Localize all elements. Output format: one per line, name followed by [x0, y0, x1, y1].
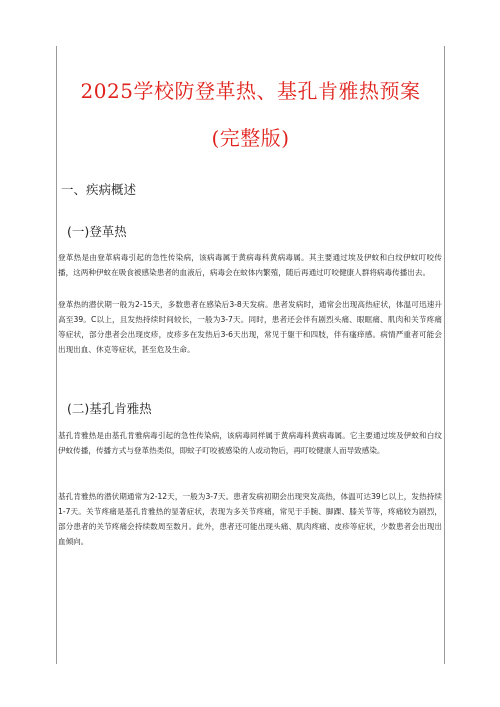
paragraph-dengue-intro: 登革热是由登革病毒引起的急性传染病，该病毒属于黄病毒科黄病毒属。其主要通过埃及伊蚊和白纹伊蚊叮咬传播，这两种伊蚊在吸食被感染患者的血液后，病毒会在蚊体内繁殖，随后再通过叮咬健康人群将病毒传播出去。	[58, 253, 442, 277]
document-title: 2025学校防登革热、基孔肯雅热预案	[80, 79, 421, 103]
paragraph-dengue-symptoms: 登革热的潜伏期一般为2-15天，多数患者在感染后3-8天发病。患者发病时，通常会出现高热症状，体温可迅速升高至39。C以上，且发热持续时间较长，一般为3-7天。同时，患者还会伴有剧烈头痛、眼眶痛、肌肉和关节疼痛等症状，部分患者会出现皮疹，皮疹多在发热后3-6天出现，常见于躯干和四肢，伴有瘙痒感。病情严重者可能会出现出血、休克等症状，甚至危及生命。	[58, 300, 442, 354]
document-title-suffix: (完整版)	[211, 126, 290, 150]
paragraph-chikungunya-symptoms: 基孔肯雅热的潜伏期通常为2-12天，一般为3-7天。患者发病初期会出现突发高热，体温可达39匕以上，发热持续1-7天。关节疼痛是基孔肯雅热的显著症状，表现为多关节疼痛，常见于手腕、脚踝、膝关节等，疼痛较为剧烈，部分患者的关节疼痛会持续数周至数月。此外，患者还可能出现头痛、肌肉疼痛、皮疹等症状，少数患者会出现出血倾向。	[58, 492, 442, 546]
subsection-heading-dengue: (一)登革热	[67, 224, 127, 239]
section-heading-disease-overview: 一、疾病概述	[61, 182, 137, 197]
paragraph-chikungunya-intro: 基孔肯雅热是由基孔肯雅病毒引起的急性传染病，该病毒同样属于黄病毒科黄病毒属。它主要通过埃及伊蚊和白纹伊蚊传播，传播方式与登革热类似，即蚊子叮咬被感染的人或动物后，再叮咬健康人而导致感染。	[58, 431, 442, 455]
subsection-heading-chikungunya: (二)基孔肯雅热	[67, 401, 152, 416]
